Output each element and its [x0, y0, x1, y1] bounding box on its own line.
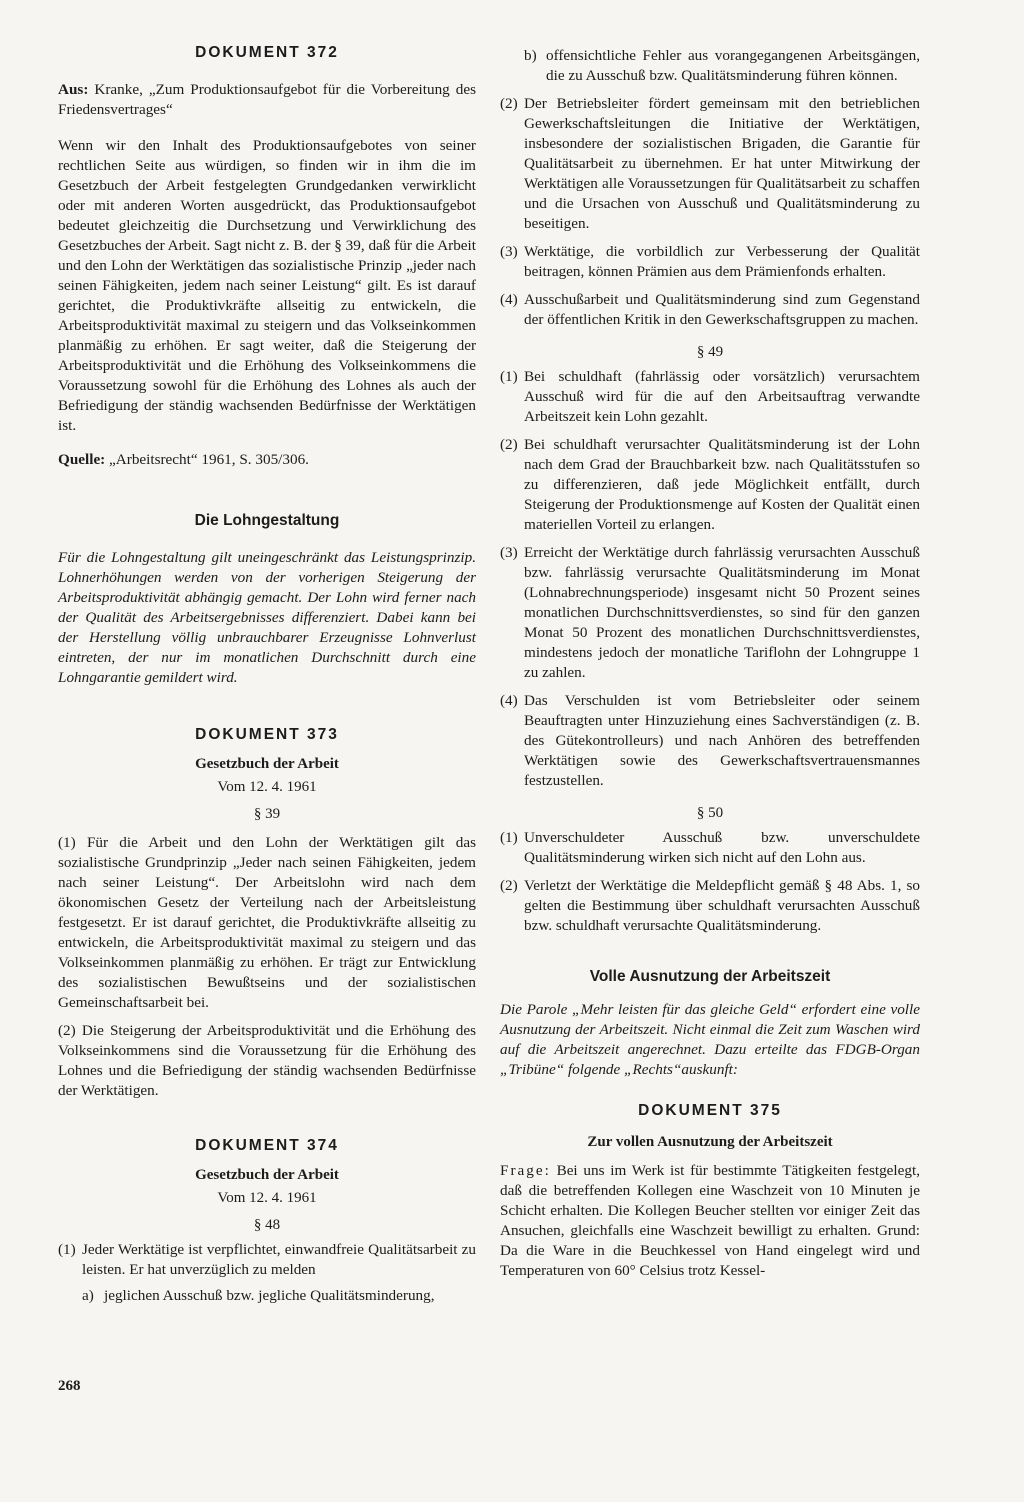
section-48-item-2 — [500, 94, 920, 234]
section-49-item-4 — [500, 691, 920, 791]
quelle-label: Quelle: — [58, 451, 106, 468]
frage-text: Bei uns im Werk ist für bestimmte Tätigkeiten festgelegt, daß die betreffenden Kollegen eine Waschzeit von 10 Minuten je Schicht erhalten. Die Kollegen Beucher stellten vor einiger Zeit das Ansuchen, gleichfalls eine Waschzeit bewilligt zu erhalten. Grund: Da die Ware in die Beuchkessel von Hand eingelegt wird und Temperaturen von 60° Celsius trotz Kessel- — [500, 1162, 920, 1279]
section-49-item-3 — [500, 543, 920, 683]
document-374-heading: DOKUMENT 374 — [195, 1137, 339, 1154]
section-48-item-4 — [500, 290, 920, 330]
document-374-date: Vom 12. 4. 1961 — [217, 1190, 317, 1206]
section-49-item-2 — [500, 435, 920, 535]
lohngestaltung-heading: Die Lohngestaltung — [194, 512, 340, 529]
subitem-text: offensichtliche Fehler aus vorangegangenen Arbeitsgängen, die zu Ausschuß bzw. Qualitätsminderung führen können. — [546, 47, 920, 84]
item-text: Unverschuldeter Ausschuß bzw. unverschuldete Qualitätsminderung wirken sich nicht auf den Lohn aus. — [524, 829, 920, 866]
lohngestaltung-intro: Für die Lohngestaltung gilt uneingeschränkt das Leistungsprinzip. Lohnerhöhungen werden von der vorherigen Steigerung der Arbeitsproduktivität abhängig gemacht. Der Lohn wird ferner nach der Qualität des Arbeitsergebnisses differenziert. Dabei kann bei der Herstellung völlig unbrauchbarer Erzeugnisse Lohnverlust eintreten, der nur im monatlichen Durchschnitt durch eine Lohngarantie gemildert wird. — [58, 549, 476, 686]
left-column — [58, 36, 476, 1306]
section-48-subitem-b — [500, 46, 920, 86]
document-375-heading: DOKUMENT 375 — [638, 1102, 782, 1119]
section-48-item-3 — [500, 242, 920, 282]
page-number: 268 — [58, 1378, 81, 1394]
section-39-heading: § 39 — [253, 806, 281, 822]
section-48-item-1 — [58, 1240, 476, 1280]
item-number: (4) — [500, 692, 518, 709]
item-number: (4) — [500, 291, 518, 308]
item-text: Jeder Werktätige ist verpflichtet, einwandfreie Qualitätsarbeit zu leisten. Er hat unverzüglich zu melden — [82, 1241, 476, 1278]
source-line — [58, 80, 476, 120]
item-number: (1) — [500, 829, 518, 846]
section-48-subitem-a — [58, 1286, 476, 1306]
section-50-item-1 — [500, 828, 920, 868]
item-text: Verletzt der Werktätige die Meldepflicht gemäß § 48 Abs. 1, so gelten die Bestimmung über schuldhaft verursachten Ausschuß bzw. schuldhaft verursachte Qualitätsminderung. — [524, 877, 920, 934]
section-39-paragraph-1: (1) Für die Arbeit und den Lohn der Werktätigen gilt das sozialistische Grundprinzip „Jeder nach seinen Fähigkeiten, jedem nach seiner Leistung“. Der Arbeitslohn wird nach dem ökonomischen Gesetz der Verteilung nach der Arbeitsleistung festgesetzt. Er ist darauf gerichtet, die Produktivkräfte allseitig zu entwickeln, die Arbeitsproduktivität maximal zu steigern und das Volkseinkommen planmäßig zu erhöhen. Er trägt zur Entwicklung des sozialistischen Bewußtseins und der sozialistischen Gemeinschaftsarbeit bei. — [58, 834, 476, 1011]
volle-ausnutzung-intro: Die Parole „Mehr leisten für das gleiche Geld“ erfordert eine volle Ausnutzung der Arbeitszeit. Nicht einmal die Zeit zum Waschen wird auf die Arbeitszeit angerechnet. Dazu erteilte das FDGB-Organ „Tribüne“ folgende „Rechts“auskunft: — [500, 1001, 920, 1078]
item-text: Bei schuldhaft (fahrlässig oder vorsätzlich) verursachtem Ausschuß wird für die auf den Arbeitsauftrag verwandte Arbeitszeit kein Lohn gezahlt. — [524, 368, 920, 425]
quelle-line — [58, 450, 476, 470]
item-text: Ausschußarbeit und Qualitätsminderung sind zum Gegenstand der öffentlichen Kritik in den Gewerkschaftsgruppen zu machen. — [524, 291, 920, 328]
item-number: (2) — [500, 95, 518, 112]
volle-ausnutzung-heading: Volle Ausnutzung der Arbeitszeit — [589, 968, 831, 985]
item-number: (2) — [500, 436, 518, 453]
item-number: (3) — [500, 544, 518, 561]
section-50-item-2 — [500, 876, 920, 936]
subitem-letter: a) — [82, 1287, 94, 1304]
item-text: Das Verschulden ist vom Betriebsleiter oder seinem Beauftragten unter Hinzuziehung eines Sachverständigen (z. B. des Gütekontrolleurs) und nach Anhören des betreffenden Werktätigen sowie des Gewerkschaftsvertrauensmannes festzustellen. — [524, 692, 920, 789]
section-39-paragraph-2: (2) Die Steigerung der Arbeitsproduktivität und die Erhöhung des Volkseinkommens sind die Voraussetzung für die Erhöhung des Lohnes und die Befriedigung der ständig wachsenden Bedürfnisse der Werktätigen. — [58, 1022, 476, 1099]
item-number: (2) — [500, 877, 518, 894]
item-number: (1) — [500, 368, 518, 385]
document-372-body: Wenn wir den Inhalt des Produktionsaufgebotes von seiner rechtlichen Seite aus würdigen, so finden wir in ihm die im Gesetzbuch der Arbeit festgelegten Grundgedanken verwirklicht oder mit anderen Worten ausgedrückt, das Produktionsaufgebot bedeutet gleichzeitig die Durchsetzung und Verwirklichung des Gesetzbuches der Arbeit. Sagt nicht z. B. der § 39, daß für die Arbeit und den Lohn der Werktätigen das sozialistische Prinzip „jeder nach seinen Fähigkeiten, jedem nach seiner Leistung“ gilt. Es ist darauf gerichtet, die Produktivkräfte allseitig zu entwickeln, die Arbeitsproduktivität maximal zu steigern und das Volkseinkommen planmäßig zu erhöhen. Er sagt weiter, daß die Steigerung der Arbeitsproduktivität und die Erhöhung des Volkseinkommens die Voraussetzung sowohl für die Erhöhung des Lohnes als auch der Befriedigung der ständig wachsenden Bedürfnisse der Werktätigen ist. — [58, 137, 476, 434]
section-48-heading: § 48 — [253, 1217, 281, 1233]
right-column — [500, 46, 920, 1281]
section-49-heading: § 49 — [696, 344, 724, 360]
item-text: Erreicht der Werktätige durch fahrlässig verursachten Ausschuß bzw. fahrlässig verursachte Qualitätsminderung im Monat (Lohnabrechnungsperiode) insgesamt nicht 50 Prozent seines monatlichen Durchschnittsverdienstes, so sind für den ganzen Monat 50 Prozent des monatlichen Durchschnittsverdienstes, mindestens jedoch der monatliche Tariflohn der Lohngruppe 1 zu zahlen. — [524, 544, 920, 681]
section-49-item-1 — [500, 367, 920, 427]
document-375-title: Zur vollen Ausnutzung der Arbeitszeit — [587, 1134, 833, 1150]
document-373-law-title: Gesetzbuch der Arbeit — [195, 756, 339, 772]
document-373-heading: DOKUMENT 373 — [195, 726, 339, 743]
item-text: Werktätige, die vorbildlich zur Verbesserung der Qualität beitragen, können Prämien aus dem Prämienfonds erhalten. — [524, 243, 920, 280]
frage-label: Frage: — [500, 1162, 551, 1179]
frage-paragraph — [500, 1161, 920, 1281]
item-number: (3) — [500, 243, 518, 260]
aus-label: Aus: — [58, 81, 89, 98]
subitem-letter: b) — [524, 47, 537, 64]
document-373-date: Vom 12. 4. 1961 — [217, 779, 317, 795]
section-50-heading: § 50 — [696, 805, 724, 821]
document-372-heading: DOKUMENT 372 — [195, 44, 339, 61]
aus-text: Kranke, „Zum Produktionsaufgebot für die Vorbereitung des Friedensvertrages“ — [58, 81, 476, 118]
item-text: Bei schuldhaft verursachter Qualitätsminderung ist der Lohn nach dem Grad der Brauchbarkeit bzw. nach Qualitätsstufen so zu differenzieren, daß jede Möglichkeit entfällt, durch Steigerung der Produktionsmenge auf Kosten der Qualität einen materiellen Vorteil zu erlangen. — [524, 436, 920, 533]
quelle-text: „Arbeitsrecht“ 1961, S. 305/306. — [109, 451, 309, 468]
document-374-law-title: Gesetzbuch der Arbeit — [195, 1167, 339, 1183]
subitem-text: jeglichen Ausschuß bzw. jegliche Qualitätsminderung, — [104, 1287, 435, 1304]
item-text: Der Betriebsleiter fördert gemeinsam mit den betrieblichen Gewerkschaftsleitungen die Initiative der Werktätigen, insbesondere der sozialistischen Brigaden, die Garantie für Qualitätsarbeit zu übernehmen. Er hat unter Mitwirkung der Werktätigen alle Voraussetzungen für Qualitätsarbeit zu schaffen und die Ursachen von Ausschuß und Qualitätsminderung zu beseitigen. — [524, 95, 920, 232]
item-number: (1) — [58, 1241, 76, 1258]
